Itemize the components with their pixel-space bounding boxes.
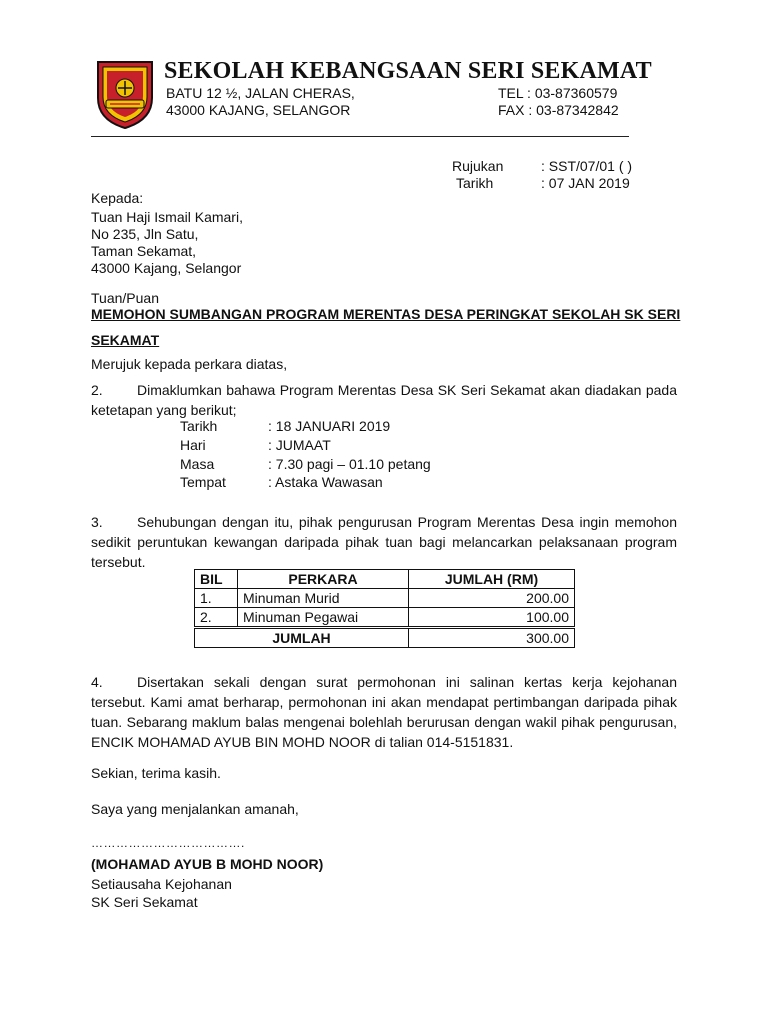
- table-total-label: JUMLAH: [195, 628, 409, 648]
- table-header-perkara: PERKARA: [238, 570, 409, 589]
- address-line-1: BATU 12 ½, JALAN CHERAS,: [166, 85, 355, 101]
- table-header-row: [195, 570, 575, 589]
- opening-line: Merujuk kepada perkara diatas,: [91, 356, 288, 372]
- salutation: Tuan/Puan: [91, 290, 159, 306]
- tarikh-label: Tarikh: [456, 175, 494, 191]
- table-cell-bil: 2.: [195, 608, 238, 628]
- detail-label-tarikh: Tarikh: [180, 418, 218, 434]
- amanah-line: Saya yang menjalankan amanah,: [91, 801, 299, 817]
- paragraph-4-number: 4.: [91, 674, 103, 690]
- detail-label-masa: Masa: [180, 456, 215, 472]
- paragraph-2-number: 2.: [91, 382, 103, 398]
- table-total-row: [195, 628, 575, 648]
- table-total-value: 300.00: [409, 628, 575, 648]
- detail-value-hari: : JUMAAT: [268, 437, 331, 453]
- telephone: TEL : 03-87360579: [498, 85, 618, 101]
- address-line-2: 43000 KAJANG, SELANGOR: [166, 102, 351, 118]
- table-cell-perkara: Minuman Pegawai: [238, 608, 409, 628]
- signatory-organisation: SK Seri Sekamat: [91, 894, 198, 910]
- header-divider: [91, 136, 629, 137]
- tarikh-value: : 07 JAN 2019: [541, 175, 630, 191]
- paragraph-4-text: Disertakan sekali dengan surat permohonan ini salinan kertas kerja kejohanan tersebut. Kami amat berharap, permohonan ini akan mendapat pertimbangan daripada pihak tuan. Sebarang maklum balas mengenai bolehlah berurusan dengan wakil pihak pengurusan, ENCIK MOHAMAD AYUB BIN MOHD NOOR di talian 014-5151831.: [91, 674, 677, 750]
- paragraph-4: [91, 672, 677, 752]
- paragraph-2-text: Dimaklumkan bahawa Program Merentas Desa SK Seri Sekamat akan diadakan pada ketetapan yang berikut;: [91, 382, 677, 418]
- table-cell-jumlah: 100.00: [409, 608, 575, 628]
- subject-line-1: MEMOHON SUMBANGAN PROGRAM MERENTAS DESA PERINGKAT SEKOLAH SK SERI: [91, 306, 681, 322]
- fax: FAX : 03-87342842: [498, 102, 619, 118]
- rujukan-label: Rujukan: [452, 158, 504, 174]
- rujukan-value: : SST/07/01 ( ): [541, 158, 633, 174]
- recipient-name: Tuan Haji Ismail Kamari,: [91, 209, 243, 225]
- signatory-title: Setiausaha Kejohanan: [91, 876, 232, 892]
- detail-value-tempat: : Astaka Wawasan: [268, 474, 383, 490]
- signature-line: ……………………………….: [91, 836, 245, 850]
- table-cell-bil: 1.: [195, 589, 238, 608]
- table-cell-perkara: Minuman Murid: [238, 589, 409, 608]
- signatory-name: (MOHAMAD AYUB B MOHD NOOR): [91, 856, 324, 872]
- subject-line-2: SEKAMAT: [91, 332, 160, 348]
- table-header-bil: BIL: [195, 570, 238, 589]
- school-name: SEKOLAH KEBANGSAAN SERI SEKAMAT: [164, 58, 652, 84]
- paragraph-2: [91, 380, 677, 420]
- table-row: [195, 608, 575, 628]
- paragraph-3: [91, 512, 677, 572]
- paragraph-3-number: 3.: [91, 514, 103, 530]
- table-row: [195, 589, 575, 608]
- table-cell-jumlah: 200.00: [409, 589, 575, 608]
- closing-line: Sekian, terima kasih.: [91, 765, 221, 781]
- school-crest-icon: [94, 58, 156, 130]
- detail-value-tarikh: : 18 JANUARI 2019: [268, 418, 391, 434]
- detail-value-masa: : 7.30 pagi – 01.10 petang: [268, 456, 431, 472]
- recipient-address-1: No 235, Jln Satu,: [91, 226, 199, 242]
- table-header-jumlah: JUMLAH (RM): [409, 570, 575, 589]
- budget-table: [194, 569, 575, 648]
- paragraph-3-text: Sehubungan dengan itu, pihak pengurusan Program Merentas Desa ingin memohon sedikit peruntukan kewangan daripada pihak tuan bagi melancarkan pelaksanaan program tersebut.: [91, 514, 677, 570]
- detail-label-tempat: Tempat: [180, 474, 226, 490]
- detail-label-hari: Hari: [180, 437, 206, 453]
- recipient-address-3: 43000 Kajang, Selangor: [91, 260, 242, 276]
- kepada-label: Kepada:: [91, 190, 144, 206]
- recipient-address-2: Taman Sekamat,: [91, 243, 197, 259]
